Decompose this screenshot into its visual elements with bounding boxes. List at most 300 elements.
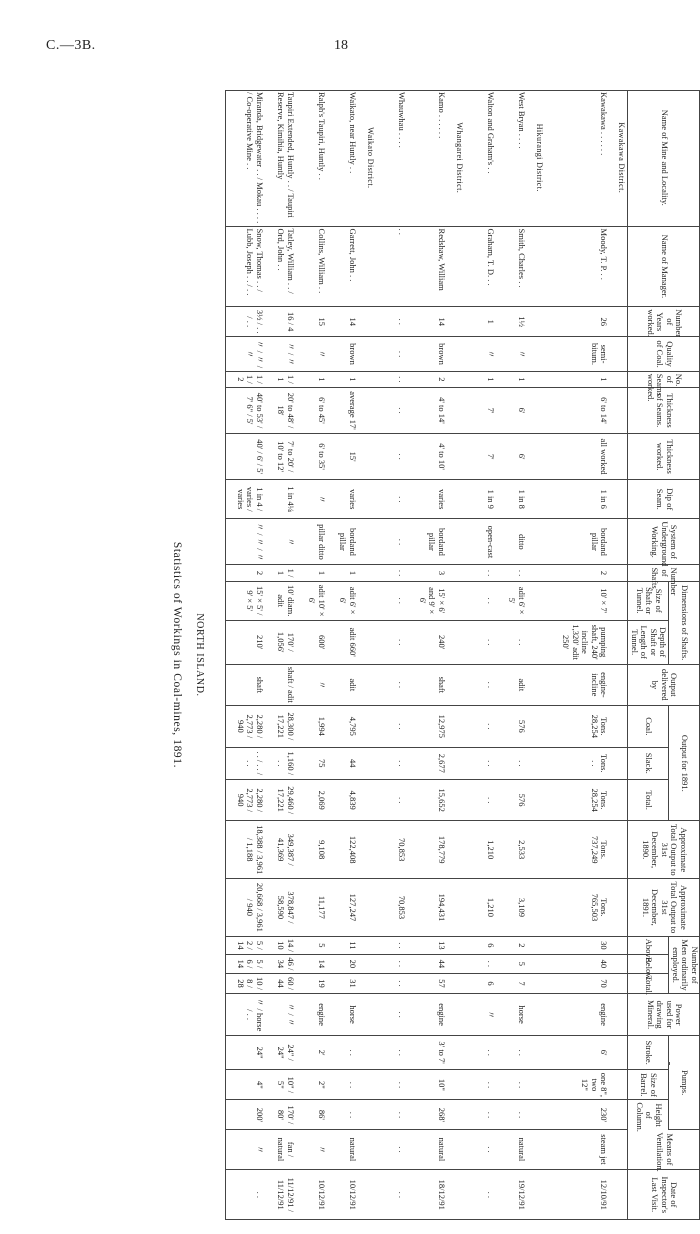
cell-value: shaft (254, 676, 265, 694)
margin-mark (668, 1062, 670, 1065)
cell-value: 20,668 / 3,961 / 940 (245, 882, 265, 932)
col-stroke: Stroke. (628, 1035, 669, 1070)
cell-quality (465, 337, 496, 372)
cell-value: . . (485, 1049, 496, 1056)
cell-value: horse (347, 1005, 358, 1024)
cell-by (545, 664, 609, 706)
cell-slack (327, 747, 358, 779)
cell-value: 12/10/91 (599, 1179, 610, 1210)
empty-cell (447, 337, 465, 372)
empty-cell (527, 1130, 545, 1169)
cell-value: 6 (485, 943, 496, 948)
cell-barrel (327, 1070, 358, 1100)
cell-value: adit (516, 678, 527, 692)
cell-value: . . (485, 1191, 496, 1198)
empty-cell (609, 387, 628, 433)
empty-cell (609, 565, 628, 581)
cell-by (407, 664, 447, 706)
cell-by (265, 664, 296, 706)
empty-cell (609, 307, 628, 337)
cell-power (225, 994, 265, 1036)
cell-value: 〃 (316, 1145, 327, 1154)
cell-value: 1 (485, 377, 496, 382)
cell-slack (496, 747, 527, 779)
cell-stroke (407, 1035, 447, 1070)
empty-cell (447, 664, 465, 706)
cell-power (296, 994, 327, 1036)
cell-manager (496, 226, 527, 307)
cell-manager (376, 226, 407, 307)
cell-thick (376, 387, 407, 433)
col-shafts: Number of Shafts. (628, 565, 700, 581)
empty-cell (609, 1035, 628, 1070)
empty-cell (447, 955, 465, 973)
cell-value: 〃 (254, 1145, 265, 1154)
cell-value: 4' to 10' (436, 443, 447, 470)
cell-value: natural (436, 1137, 447, 1162)
cell-value: 4,839 (347, 790, 358, 810)
cell-value: 1 (316, 570, 327, 576)
col-seams-worked: No. of Seams worked. (628, 371, 700, 387)
cell-power (265, 994, 296, 1036)
cell-column (265, 1100, 296, 1130)
cell-value: Collins, William . . (316, 228, 327, 294)
cell-manager (407, 226, 447, 307)
cell-depth (496, 620, 527, 664)
col-men: Number of Men ordinarily employed. (669, 936, 700, 994)
cell-value: 〃 (485, 1010, 496, 1019)
cell-value: Walton and Graham's . . (485, 92, 496, 174)
cell-size (376, 581, 407, 620)
cell-mine (465, 90, 496, 226)
cell-value: bordand pillar (427, 527, 447, 556)
cell-seams (225, 371, 265, 387)
empty-cell (358, 936, 376, 954)
cell-seams (545, 371, 609, 387)
cell-value: 2 (254, 570, 265, 576)
cell-value: . . (397, 980, 408, 987)
cell-value: 4' to 14' (436, 397, 447, 424)
table-row (296, 90, 327, 1220)
empty-cell (447, 581, 465, 620)
cell-thick (296, 387, 327, 433)
cell-value: 7' (485, 407, 496, 414)
cell-seams (265, 371, 296, 387)
cell-dip (496, 480, 527, 519)
cell-value: shaft / adit (285, 666, 296, 703)
cell-value: 127,247 (347, 893, 358, 922)
cell-value: . . (397, 597, 408, 604)
cell-shafts (265, 565, 296, 581)
cell-system (465, 519, 496, 565)
cell-seams (465, 371, 496, 387)
cell-value: all worked (599, 438, 610, 475)
cell-size (265, 581, 296, 620)
cell-value: bordand pillar (338, 527, 358, 556)
cell-value: 1 (516, 377, 527, 382)
cell-shafts (327, 565, 358, 581)
col-output-by: Output delivered by (628, 664, 700, 706)
cell-shafts (296, 565, 327, 581)
cell-value: . . (397, 407, 408, 414)
cell-stroke (376, 1035, 407, 1070)
cell-value: 2,677 (436, 753, 447, 773)
empty-cell (609, 434, 628, 480)
cell-visit (296, 1169, 327, 1220)
cell-mine (407, 90, 447, 226)
cell-barrel (465, 1070, 496, 1100)
cell-value: 14 (347, 317, 358, 326)
cell-power (376, 994, 407, 1036)
cell-depth (296, 620, 327, 664)
cell-value: 600' (316, 635, 327, 650)
table-row (327, 90, 358, 1220)
cell-value: . . (397, 1191, 408, 1198)
cell-vent (265, 1130, 296, 1169)
cell-tot (225, 779, 265, 821)
empty-cell (447, 434, 465, 480)
cell-above (327, 936, 358, 954)
cell-value: Graham, T. D. . . (485, 228, 496, 286)
cell-value: . . (347, 1111, 358, 1119)
cell-mine (327, 90, 358, 226)
cell-system (376, 519, 407, 565)
col-quality: Quality of Coal. (628, 337, 700, 372)
cell-value: . . (397, 538, 408, 546)
cell-shafts (496, 565, 527, 581)
cell-value: . . (347, 1081, 358, 1089)
cell-value: pumping shaft, 240' incline 1,320' adit 250' (561, 624, 610, 660)
cell-value: 1,210 (485, 840, 496, 860)
cell-value: fan / natural (276, 1137, 296, 1162)
cell-value: 40 (599, 959, 610, 969)
cell-value: 〃 / 〃 / 〃 (245, 339, 265, 369)
cell-value: . . (397, 1049, 408, 1056)
cell-stroke (265, 1035, 296, 1070)
cell-value: brown (436, 343, 447, 365)
empty-cell (609, 955, 628, 973)
empty-cell (609, 1169, 628, 1220)
cell-value: 1 in 4 / varies / varies (235, 486, 265, 512)
empty-cell (527, 1169, 545, 1220)
cell-t91 (265, 879, 296, 937)
cell-power (407, 994, 447, 1036)
unit-label: Tons. (599, 840, 610, 860)
empty-cell (527, 434, 545, 480)
cell-value: . . (485, 681, 496, 689)
cell-tot (496, 779, 527, 821)
cell-value: 20' to 48' / 18' (276, 392, 296, 429)
cell-value: 737,249 (589, 835, 600, 864)
col-pumps: Pumps. (669, 1035, 700, 1130)
empty-cell (358, 955, 376, 973)
cell-value: . . (485, 723, 496, 730)
cell-value: . . (397, 942, 408, 949)
empty-cell (527, 994, 545, 1036)
cell-value: . . / . . / . . (245, 751, 265, 776)
empty-cell (358, 620, 376, 664)
cell-value: 3½ / . . / . . (245, 309, 265, 334)
cell-above (496, 936, 527, 954)
cell-years (545, 307, 609, 337)
cell-vent (465, 1130, 496, 1169)
cell-value: Kamo . . . . . . (436, 92, 447, 139)
cell-above (265, 936, 296, 954)
cell-vent (407, 1130, 447, 1169)
cell-system (225, 519, 265, 565)
cell-depth (327, 620, 358, 664)
district-row (447, 90, 465, 1220)
cell-value: 7' to 20' / 10' to 12' (276, 441, 296, 473)
cell-value: . . (397, 723, 408, 730)
cell-value: open-cast (485, 525, 496, 559)
col-approx-1890: Approximate Total Output to 31st December, 1890. (628, 821, 700, 879)
cell-tot (545, 779, 609, 821)
cell-value: 5 / 2 / 14 (235, 941, 265, 950)
empty-cell (527, 1100, 545, 1130)
cell-column (225, 1100, 265, 1130)
cell-by (496, 664, 527, 706)
cell-value: varies (347, 489, 358, 510)
cell-value: 10' diam. adit (276, 585, 296, 617)
cell-column (327, 1100, 358, 1130)
col-coal: Coal. (628, 706, 669, 748)
empty-cell (527, 581, 545, 620)
cell-depth (225, 620, 265, 664)
cell-depth (407, 620, 447, 664)
cell-power (327, 994, 358, 1036)
cell-value: 15,652 (436, 788, 447, 812)
cell-t90 (545, 821, 609, 879)
cell-value: 3,109 (516, 897, 527, 917)
cell-value: . . (397, 1011, 408, 1018)
cell-value: 〃 / 〃 (285, 1002, 296, 1027)
cell-value: 2 (599, 570, 610, 576)
empty-cell (358, 994, 376, 1036)
cell-value: steam jet (599, 1134, 610, 1165)
cell-t91 (225, 879, 265, 937)
cell-visit (465, 1169, 496, 1220)
cell-value: Snow, Thomas . . / Lubb, Joseph . . / . . (245, 228, 265, 296)
cell-value: 2,533 (516, 840, 527, 860)
empty-cell (527, 387, 545, 433)
cell-quality (407, 337, 447, 372)
cell-power (496, 994, 527, 1036)
table-row (465, 90, 496, 1220)
cell-dip (225, 480, 265, 519)
cell-dip (465, 480, 496, 519)
cell-value: adit (347, 678, 358, 692)
cell-years (465, 307, 496, 337)
cell-dip (545, 480, 609, 519)
col-men-total: Total. (628, 973, 669, 994)
cell-value: 122,408 (347, 835, 358, 864)
unit-label: Tons. (599, 790, 610, 810)
col-output-1891: Output for 1891. (669, 706, 700, 821)
cell-manager (225, 226, 265, 307)
cell-t90 (496, 821, 527, 879)
cell-value: 〃 / horse / . . (245, 997, 265, 1032)
cell-value: . . (516, 760, 527, 767)
district-row (527, 90, 545, 1220)
cell-value: 70,853 (397, 895, 408, 920)
cell-value: 9,108 (316, 840, 327, 860)
cell-value: 46 / 34 (276, 957, 296, 971)
cell-coal (327, 706, 358, 748)
cell-column (296, 1100, 327, 1130)
cell-depth (376, 620, 407, 664)
statistics-table (225, 90, 700, 1220)
cell-worked (496, 434, 527, 480)
cell-years (265, 307, 296, 337)
cell-thick (265, 387, 296, 433)
empty-cell (527, 1070, 545, 1100)
cell-column (545, 1100, 609, 1130)
cell-value: . . (397, 681, 408, 689)
cell-value: 14 / 10 (276, 938, 296, 952)
cell-slack (407, 747, 447, 779)
col-mine: Name of Mine and Locality. (628, 90, 700, 226)
cell-value: one 8", two 12" (580, 1072, 610, 1098)
empty-cell (527, 620, 545, 664)
cell-value: 1 (599, 377, 610, 382)
empty-cell (609, 747, 628, 779)
cell-above (376, 936, 407, 954)
cell-quality (376, 337, 407, 372)
cell-system (296, 519, 327, 565)
empty-cell (527, 226, 545, 307)
cell-thick (225, 387, 265, 433)
cell-men (225, 973, 265, 994)
cell-tot (327, 779, 358, 821)
col-inspection: Date of Inspector's Last Visit. (628, 1169, 700, 1220)
district-row (358, 90, 376, 1220)
empty-cell (527, 973, 545, 994)
table-row (545, 90, 609, 1220)
cell-value: 〃 / 〃 / 〃 (254, 522, 265, 562)
empty-cell (609, 620, 628, 664)
cell-value: . . (516, 639, 527, 646)
cell-men (376, 973, 407, 994)
cell-value: 44 (347, 759, 358, 768)
cell-value: 2 (436, 377, 447, 382)
cell-worked (376, 434, 407, 480)
page-reference: C.—3B. (46, 38, 96, 53)
cell-value: shaft (436, 676, 447, 694)
cell-size (496, 581, 527, 620)
cell-coal (296, 706, 327, 748)
empty-cell (609, 821, 628, 879)
empty-cell (447, 1035, 465, 1070)
cell-value: . . (254, 1191, 265, 1198)
cell-by (225, 664, 265, 706)
cell-quality (225, 337, 265, 372)
cell-value: 28,254 (589, 714, 600, 739)
cell-visit (376, 1169, 407, 1220)
cell-t90 (376, 821, 407, 879)
cell-coal (265, 706, 296, 748)
cell-size (296, 581, 327, 620)
cell-manager (296, 226, 327, 307)
cell-value: 1 (347, 377, 358, 382)
cell-above (545, 936, 609, 954)
table-body (225, 90, 628, 1220)
cell-value: 6' to 45' (316, 397, 327, 424)
empty-cell (527, 307, 545, 337)
cell-value: horse (516, 1005, 527, 1024)
table-row (265, 90, 296, 1220)
cell-system (327, 519, 358, 565)
cell-value: 10" (436, 1078, 447, 1091)
cell-t91 (296, 879, 327, 937)
empty-cell (527, 747, 545, 779)
cell-value: 6' (516, 453, 527, 460)
cell-value: Redshaw, William (436, 228, 447, 291)
cell-value: 30 (599, 941, 610, 950)
cell-value: 〃 (516, 349, 527, 359)
empty-cell (447, 1130, 465, 1169)
empty-cell (527, 779, 545, 821)
empty-cell (609, 226, 628, 307)
cell-size (545, 581, 609, 620)
cell-slack (465, 747, 496, 779)
cell-dip (327, 480, 358, 519)
cell-tot (407, 779, 447, 821)
cell-value: 210' (254, 635, 265, 650)
cell-value: 2,069 (316, 790, 327, 810)
empty-cell (447, 994, 465, 1036)
cell-coal (376, 706, 407, 748)
cell-value: . . (397, 496, 408, 503)
col-below: Below. (628, 955, 669, 973)
col-power: Power used for drawing Mineral. (628, 994, 700, 1036)
empty-cell (609, 1130, 628, 1169)
col-approx-1891: Approximate Total Output to 31st December, 1891. (628, 879, 700, 937)
col-thickness-seams: Thickness of Seams. (628, 387, 700, 433)
cell-value: 4" (254, 1081, 265, 1089)
col-system: System of Underground Working. (628, 519, 700, 565)
cell-visit (265, 1169, 296, 1220)
cell-value: 1,160 / . . (276, 751, 296, 776)
cell-value: 1 / 1 (276, 374, 296, 384)
cell-visit (327, 1169, 358, 1220)
col-years: Number of Years worked. (628, 307, 700, 337)
cell-value: 〃 (485, 349, 496, 359)
table-title: Statistics of Workings in Coal-mines, 1891. (171, 541, 183, 769)
cell-seams (407, 371, 447, 387)
page-header (0, 38, 700, 54)
cell-value: . . (397, 376, 408, 383)
cell-value: Kawakawa . . . . . . (599, 92, 610, 156)
cell-slack (225, 747, 265, 779)
cell-value: 1,210 (485, 897, 496, 917)
cell-mine (376, 90, 407, 226)
cell-value: Tatley, William . . / Ord, John . . (276, 228, 296, 294)
empty-cell (447, 936, 465, 954)
cell-stroke (465, 1035, 496, 1070)
cell-value: 20 (347, 959, 358, 969)
cell-value: 6' (516, 407, 527, 414)
cell-value: 86' (316, 1109, 327, 1120)
cell-value: 〃 (316, 494, 327, 504)
cell-value: average 17' (347, 391, 358, 430)
cell-value: 10" / 5" (276, 1076, 296, 1094)
empty-cell (358, 1035, 376, 1070)
cell-value: 14 (436, 317, 447, 326)
cell-visit (407, 1169, 447, 1220)
cell-value: 19 (316, 979, 327, 988)
cell-value: 28,254 (589, 788, 600, 812)
